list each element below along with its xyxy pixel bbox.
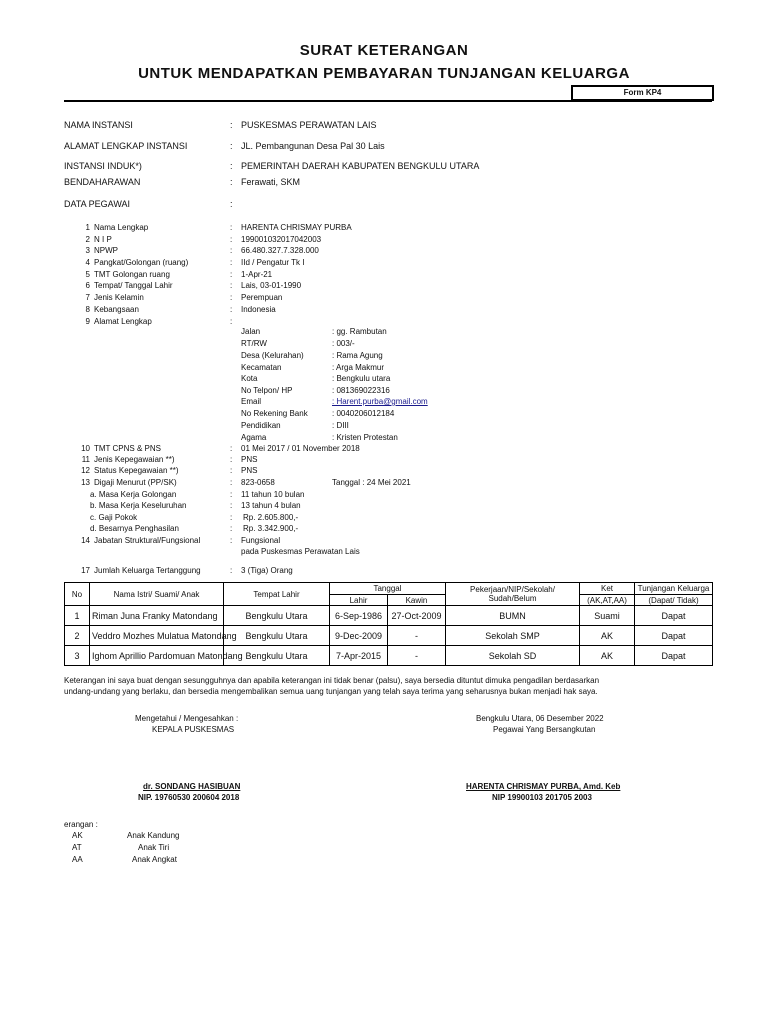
- sign-right-line1: Bengkulu Utara, 06 Desember 2022: [476, 714, 604, 723]
- address-value: : Kristen Protestan: [332, 433, 398, 442]
- field-value: IId / Pengatur Tk I: [241, 258, 305, 267]
- field-label: Kebangsaan: [94, 305, 139, 314]
- field-number: 10: [81, 444, 90, 453]
- field-label: a. Masa Kerja Golongan: [90, 490, 177, 499]
- col-no-header: No: [65, 583, 90, 606]
- field-value: Ferawati, SKM: [241, 177, 301, 187]
- cell-tunjangan: Dapat: [635, 626, 713, 646]
- field-colon: :: [230, 161, 233, 171]
- field-label: Tempat/ Tanggal Lahir: [94, 281, 173, 290]
- cell-pekerjaan: Sekolah SD: [446, 646, 580, 666]
- field-value: PNS: [241, 455, 258, 464]
- cell-lahir: 9-Dec-2009: [330, 626, 388, 646]
- cell-nama: Veddro Mozhes Mulatua Matondang: [90, 626, 224, 646]
- col-tempat-header: Tempat Lahir: [224, 583, 330, 606]
- field-value: JL. Pembangunan Desa Pal 30 Lais: [241, 141, 385, 151]
- address-value: : Arga Makmur: [332, 363, 385, 372]
- field-value: PNS: [241, 466, 258, 475]
- field-colon: :: [230, 536, 233, 545]
- field-value: 11 tahun 10 bulan: [241, 490, 305, 499]
- field-number: 17: [81, 566, 90, 575]
- field-colon: :: [230, 466, 233, 475]
- field-label: Digaji Menurut (PP/SK): [94, 478, 177, 487]
- field-label: b. Masa Kerja Keseluruhan: [90, 501, 187, 510]
- field-value: 3 (Tiga) Orang: [241, 566, 293, 575]
- legend-desc: Anak Angkat: [132, 855, 177, 864]
- cell-pekerjaan: Sekolah SMP: [446, 626, 580, 646]
- field-label: N I P: [94, 235, 112, 244]
- field-colon: :: [230, 513, 233, 522]
- field-label: BENDAHARAWAN: [64, 177, 141, 187]
- field-number: 12: [81, 466, 90, 475]
- col-pekerjaan-header: Pekerjaan/NIP/Sekolah/ Sudah/Belum: [446, 583, 580, 606]
- sign-left-nip: NIP. 19760530 200604 2018: [138, 793, 240, 802]
- legend-code: AT: [72, 843, 82, 852]
- field-label: d. Besarnya Penghasilan: [90, 524, 179, 533]
- field-label: Jumlah Keluarga Tertanggung: [94, 566, 201, 575]
- field-colon: :: [230, 258, 233, 267]
- field-colon: :: [230, 270, 233, 279]
- field-value: HARENTA CHRISMAY PURBA: [241, 223, 352, 232]
- field-number: 14: [81, 536, 90, 545]
- table-row: [65, 646, 713, 666]
- field-label: TMT CPNS & PNS: [94, 444, 161, 453]
- statement-line-2: undang-undang yang berlaku, dan bersedia mengembalikan semua uang tunjangan yang telah saya terima yang seharusnya bukan menjadi hak saya.: [64, 687, 598, 696]
- address-label: Kota: [241, 374, 258, 383]
- field-colon: :: [230, 490, 233, 499]
- field-value: Indonesia: [241, 305, 276, 314]
- cell-tempat: Bengkulu Utara: [224, 606, 330, 626]
- field-value: Rp. 3.342.900,-: [243, 524, 299, 533]
- field-colon: :: [230, 455, 233, 464]
- field-label: Jenis Kelamin: [94, 293, 144, 302]
- table-row: [65, 626, 713, 646]
- cell-tunjangan: Dapat: [635, 606, 713, 626]
- col-tanggal-header: Tanggal: [330, 583, 446, 595]
- field-colon: :: [230, 478, 233, 487]
- address-label: Email: [241, 397, 262, 406]
- field-number: 7: [85, 293, 90, 302]
- sign-left-name: dr. SONDANG HASIBUAN: [143, 782, 241, 791]
- field-value: 199001032017042003: [241, 235, 322, 244]
- address-value: : 0040206012184: [332, 409, 395, 418]
- col-lahir-header: Lahir: [330, 595, 388, 606]
- col-nama-header: Nama Istri/ Suami/ Anak: [90, 583, 224, 606]
- form-code-box: Form KP4: [571, 85, 714, 101]
- field-label: NPWP: [94, 246, 118, 255]
- col-tunjangan-header: Tunjangan Keluarga: [635, 583, 713, 595]
- field-number: 5: [85, 270, 90, 279]
- address-label: Desa (Kelurahan): [241, 351, 304, 360]
- field-label: ALAMAT LENGKAP INSTANSI: [64, 141, 188, 151]
- field-colon: :: [230, 444, 233, 453]
- cell-kawin: -: [388, 626, 446, 646]
- cell-ket: AK: [580, 646, 635, 666]
- legend-title: erangan :: [64, 820, 98, 829]
- address-label: Jalan: [241, 327, 261, 336]
- legend-desc: Anak Tiri: [138, 843, 170, 852]
- field-value: Fungsional: [241, 536, 281, 545]
- col-ket-subheader: (AK,AT,AA): [580, 595, 635, 606]
- col-kawin-header: Kawin: [388, 595, 446, 606]
- field-label: c. Gaji Pokok: [90, 513, 138, 522]
- cell-lahir: 6-Sep-1986: [330, 606, 388, 626]
- field-colon: :: [230, 501, 233, 510]
- field-label: Status Kepegawaian **): [94, 466, 179, 475]
- cell-ket: AK: [580, 626, 635, 646]
- address-label: Pendidikan: [241, 421, 281, 430]
- legend-code: AK: [72, 831, 83, 840]
- field-number: 6: [85, 281, 90, 290]
- email-link[interactable]: : Harent.purba@gmail.com: [332, 397, 428, 406]
- address-label: No Telpon/ HP: [241, 386, 293, 395]
- legend-desc: Anak Kandung: [127, 831, 180, 840]
- cell-tempat: Bengkulu Utara: [224, 646, 330, 666]
- col-ket-header: Ket: [580, 583, 635, 595]
- sign-right-name: HARENTA CHRISMAY PURBA, Amd. Keb: [466, 782, 621, 791]
- field-colon: :: [230, 281, 233, 290]
- field-number: 3: [85, 246, 90, 255]
- field-label: INSTANSI INDUK*): [64, 161, 142, 171]
- document-title: SURAT KETERANGAN: [299, 42, 469, 59]
- address-label: Kecamatan: [241, 363, 282, 372]
- field-label: TMT Golongan ruang: [94, 270, 170, 279]
- sign-left-line2: KEPALA PUSKESMAS: [152, 725, 235, 734]
- field-label: Jenis Kepegawaian **): [94, 455, 175, 464]
- field-value: Perempuan: [241, 293, 283, 302]
- cell-tempat: Bengkulu Utara: [224, 626, 330, 646]
- cell-no: 1: [65, 606, 90, 626]
- field-label: Pangkat/Golongan (ruang): [94, 258, 189, 267]
- field-number: 2: [85, 235, 90, 244]
- cell-ket: Suami: [580, 606, 635, 626]
- field-colon: :: [230, 566, 233, 575]
- field-label: NAMA INSTANSI: [64, 120, 133, 130]
- field-colon: :: [230, 524, 233, 533]
- field-colon: :: [230, 199, 233, 209]
- field-value: 1-Apr-21: [241, 270, 273, 279]
- field-colon: :: [230, 177, 233, 187]
- family-table: [64, 582, 713, 666]
- address-value: : Rama Agung: [332, 351, 383, 360]
- field-colon: :: [230, 223, 233, 232]
- statement-line-1: Keterangan ini saya buat dengan sesungguhnya dan apabila keterangan ini tidak benar (palsu), saya bersedia dituntut dimuka pengadilan berdasarkan: [64, 676, 600, 685]
- field-number: 11: [81, 455, 90, 464]
- field-colon: :: [230, 305, 233, 314]
- field-number: 8: [85, 305, 90, 314]
- field-label: Jabatan Struktural/Fungsional: [94, 536, 201, 545]
- field-number: 9: [85, 317, 90, 326]
- address-value: : 081369022316: [332, 386, 390, 395]
- cell-kawin: -: [388, 646, 446, 666]
- field-value: PUSKESMAS PERAWATAN LAIS: [241, 120, 377, 130]
- address-value: : Bengkulu utara: [332, 374, 391, 383]
- cell-nama: Ighom Aprillio Pardomuan Matondang: [90, 646, 224, 666]
- sign-left-line1: Mengetahui / Mengesahkan :: [135, 714, 239, 723]
- field-label: Nama Lengkap: [94, 223, 149, 232]
- field-colon: :: [230, 246, 233, 255]
- field-value: 66.480.327.7.328.000: [241, 246, 319, 255]
- field-value: 13 tahun 4 bulan: [241, 501, 301, 510]
- field-value: Lais, 03-01-1990: [241, 281, 302, 290]
- cell-kawin: 27-Oct-2009: [388, 606, 446, 626]
- sign-right-nip: NIP 19900103 201705 2003: [492, 793, 592, 802]
- field-number: 1: [85, 223, 90, 232]
- field-number: 4: [85, 258, 90, 267]
- col-tunjangan-subheader: (Dapat/ Tidak): [635, 595, 713, 606]
- field-colon: :: [230, 235, 233, 244]
- address-label: No Rekening Bank: [241, 409, 308, 418]
- field-value: 823-0658: [241, 478, 275, 487]
- field-value: Rp. 2.605.800,-: [243, 513, 299, 522]
- address-value: : gg. Rambutan: [332, 327, 387, 336]
- address-value: : 003/-: [332, 339, 355, 348]
- field-label: DATA PEGAWAI: [64, 199, 131, 209]
- header-rule: [64, 100, 712, 102]
- cell-nama: Riman Juna Franky Matondang: [90, 606, 224, 626]
- field-number: 13: [81, 478, 90, 487]
- address-label: RT/RW: [241, 339, 267, 348]
- field-value: pada Puskesmas Perawatan Lais: [241, 547, 360, 556]
- field-colon: :: [230, 120, 233, 130]
- field-colon: :: [230, 293, 233, 302]
- cell-tunjangan: Dapat: [635, 646, 713, 666]
- field-label: Alamat Lengkap: [94, 317, 152, 326]
- document-subtitle: UNTUK MENDAPATKAN PEMBAYARAN TUNJANGAN KELUARGA: [138, 65, 630, 82]
- cell-no: 2: [65, 626, 90, 646]
- field-colon: :: [230, 317, 233, 326]
- address-value: : DIII: [332, 421, 349, 430]
- field-colon: :: [230, 141, 233, 151]
- sign-right-line2: Pegawai Yang Bersangkutan: [493, 725, 596, 734]
- field-value: 01 Mei 2017 / 01 November 2018: [241, 444, 360, 453]
- cell-no: 3: [65, 646, 90, 666]
- legend-code: AA: [72, 855, 83, 864]
- tanggal-sk: Tanggal : 24 Mei 2021: [332, 478, 411, 487]
- cell-lahir: 7-Apr-2015: [330, 646, 388, 666]
- table-row: [65, 606, 713, 626]
- field-value: PEMERINTAH DAERAH KABUPATEN BENGKULU UTARA: [241, 161, 480, 171]
- address-label: Agama: [241, 433, 267, 442]
- cell-pekerjaan: BUMN: [446, 606, 580, 626]
